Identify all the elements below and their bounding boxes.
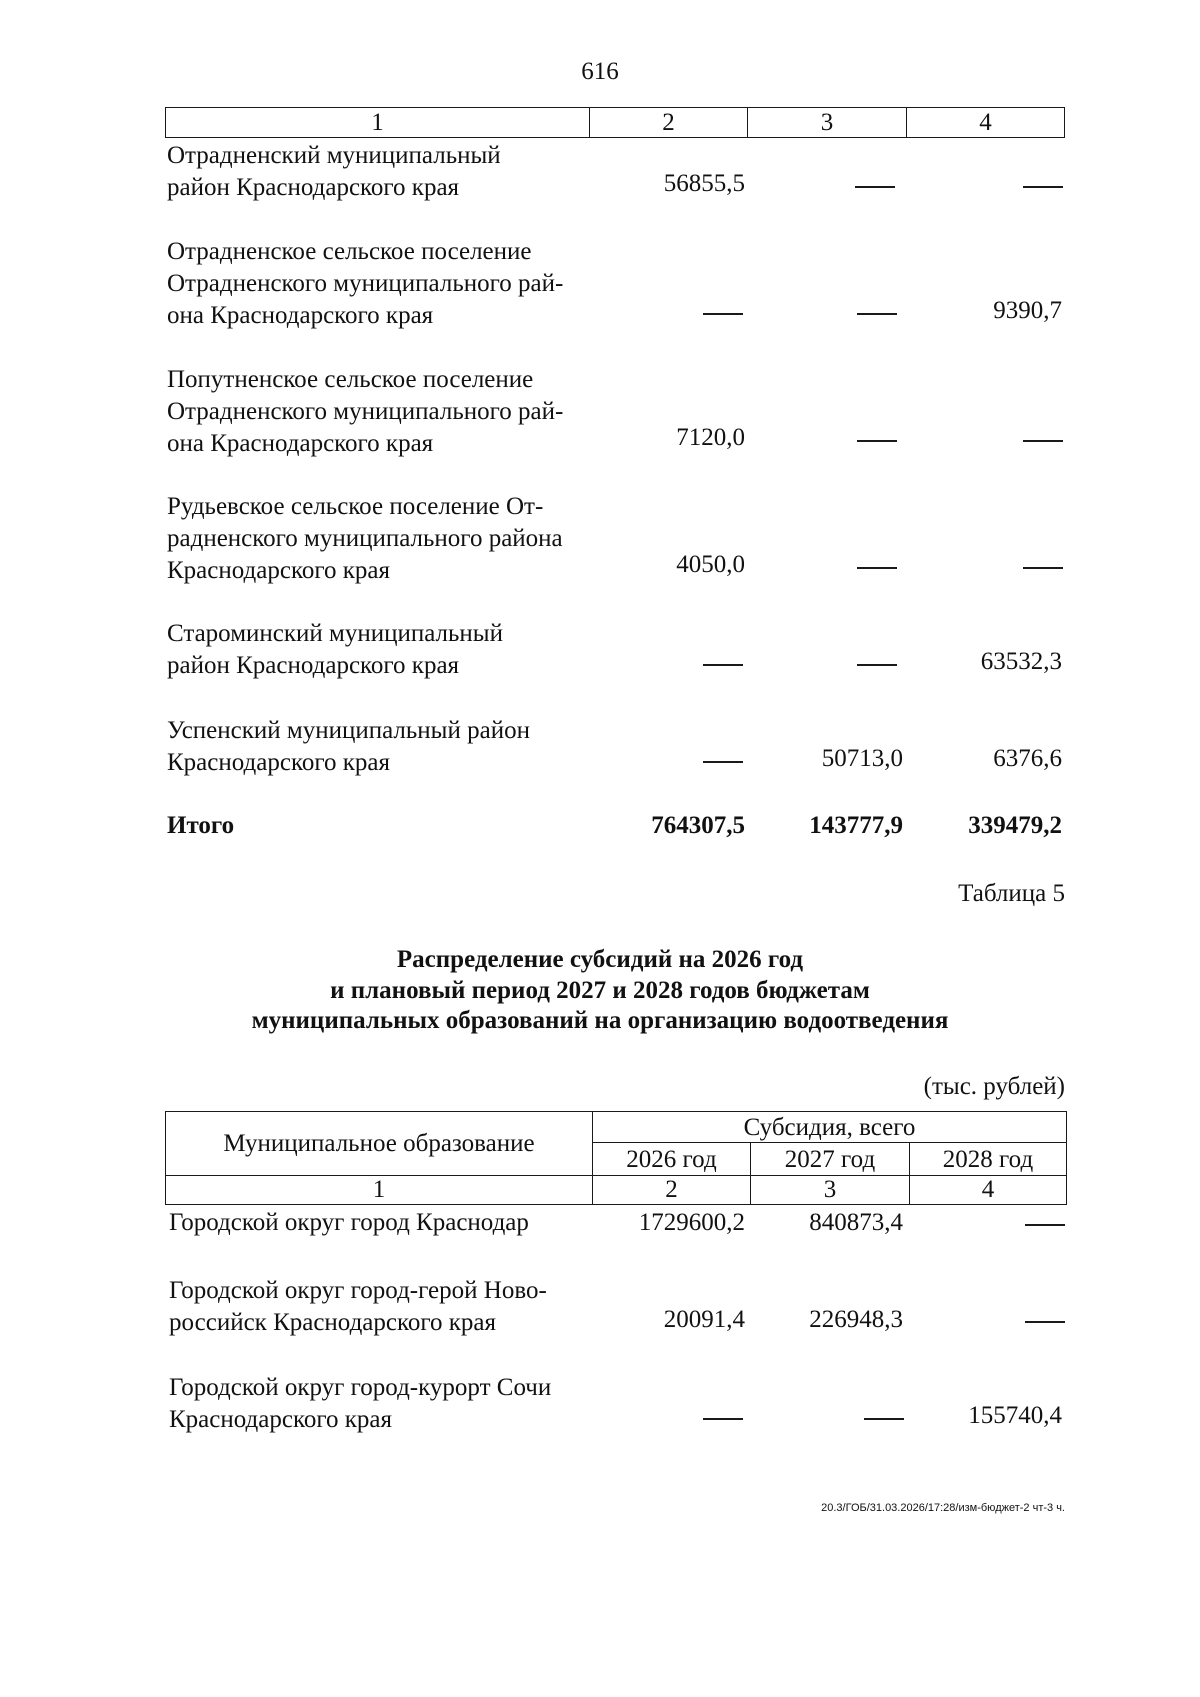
table4-row-value-2027: 50713,0 xyxy=(821,745,903,772)
table4-total-label: Итого xyxy=(167,812,235,839)
dash-mark xyxy=(703,761,743,763)
subsidy-column-header: Субсидия, всего xyxy=(593,1112,1067,1143)
table5-title-line: Распределение субсидий на 2026 год xyxy=(396,946,804,973)
table4-col-1: 1 xyxy=(166,108,590,138)
table4-row-value-2026: 56855,5 xyxy=(663,170,745,197)
dash-mark xyxy=(855,186,895,188)
table4-row-name: Попутненское сельское поселение Отрадненского муниципального рай- она Краснодарского края xyxy=(167,366,564,457)
dash-mark xyxy=(1023,567,1063,569)
table4-row-name: Староминский муниципальный район Краснодарского края xyxy=(167,620,503,679)
table4-total-2026: 764307,5 xyxy=(651,812,745,839)
table5-row-value-2028: 155740,4 xyxy=(968,1402,1062,1429)
dash-mark xyxy=(864,1418,904,1420)
table5-title-line: муниципальных образований на организацию водоотведения xyxy=(251,1007,949,1034)
table5-col-2: 2 xyxy=(593,1175,751,1204)
table4-row-value-2028: 6376,6 xyxy=(993,745,1062,772)
year-2026-header: 2026 год xyxy=(593,1143,751,1175)
table5-label: Таблица 5 xyxy=(958,880,1065,907)
table4-row-name: Рудьевское сельское поселение От- радненского муниципального района Краснодарского края xyxy=(167,493,563,584)
year-2027-header: 2027 год xyxy=(751,1143,910,1175)
table4-total-2027: 143777,9 xyxy=(809,812,903,839)
table4-total-2028: 339479,2 xyxy=(968,812,1062,839)
dash-mark xyxy=(857,440,897,442)
dash-mark xyxy=(857,567,897,569)
table4-col-3: 3 xyxy=(748,108,907,138)
document-footer: 20.3/ГОБ/31.03.2026/17:28/изм-бюджет-2 чт-3 ч. xyxy=(821,1502,1065,1514)
table4-row-name: Отрадненский муниципальный район Краснодарского края xyxy=(167,142,501,201)
dash-mark xyxy=(857,313,897,315)
table5-col-1: 1 xyxy=(166,1175,593,1204)
table4-row-name: Успенский муниципальный район Краснодарского края xyxy=(167,717,530,776)
table5-row-value-2026: 1729600,2 xyxy=(638,1209,745,1236)
units-label: (тыс. рублей) xyxy=(923,1073,1065,1100)
table5-row-value-2027: 226948,3 xyxy=(809,1306,903,1333)
dash-mark xyxy=(703,664,743,666)
table5-col-3: 3 xyxy=(751,1175,910,1204)
table5-title-line: и плановый период 2027 и 2028 годов бюджетам xyxy=(330,977,870,1004)
table5-row-name: Городской округ город Краснодар xyxy=(169,1209,529,1236)
table4-row-value-2028: 63532,3 xyxy=(980,648,1062,675)
table5-col-4: 4 xyxy=(910,1175,1067,1204)
dash-mark xyxy=(1023,186,1063,188)
table4-col-2: 2 xyxy=(590,108,748,138)
table4-col-4: 4 xyxy=(907,108,1065,138)
dash-mark xyxy=(1025,1224,1065,1226)
table4-row-value-2028: 9390,7 xyxy=(993,297,1062,324)
table5-row-name: Городской округ город-герой Ново- российск Краснодарского края xyxy=(169,1277,547,1336)
table5-row-value-2026: 20091,4 xyxy=(663,1306,745,1333)
page-number: 616 xyxy=(581,58,619,85)
table4-row-value-2026: 4050,0 xyxy=(676,551,745,578)
dash-mark xyxy=(857,664,897,666)
table4-row-name: Отрадненское сельское поселение Отрадненского муниципального рай- она Краснодарского края xyxy=(167,238,564,329)
dash-mark xyxy=(1023,440,1063,442)
year-2028-header: 2028 год xyxy=(910,1143,1067,1175)
dash-mark xyxy=(1025,1321,1065,1323)
dash-mark xyxy=(703,313,743,315)
municipality-column-header: Муниципальное образование xyxy=(166,1112,593,1176)
table5-row-name: Городской округ город-курорт Сочи Краснодарского края xyxy=(169,1374,552,1433)
table5-header xyxy=(165,1111,1067,1205)
dash-mark xyxy=(703,1418,743,1420)
table4-header xyxy=(165,107,1065,138)
table5-row-value-2027: 840873,4 xyxy=(809,1209,903,1236)
table4-row-value-2026: 7120,0 xyxy=(676,424,745,451)
